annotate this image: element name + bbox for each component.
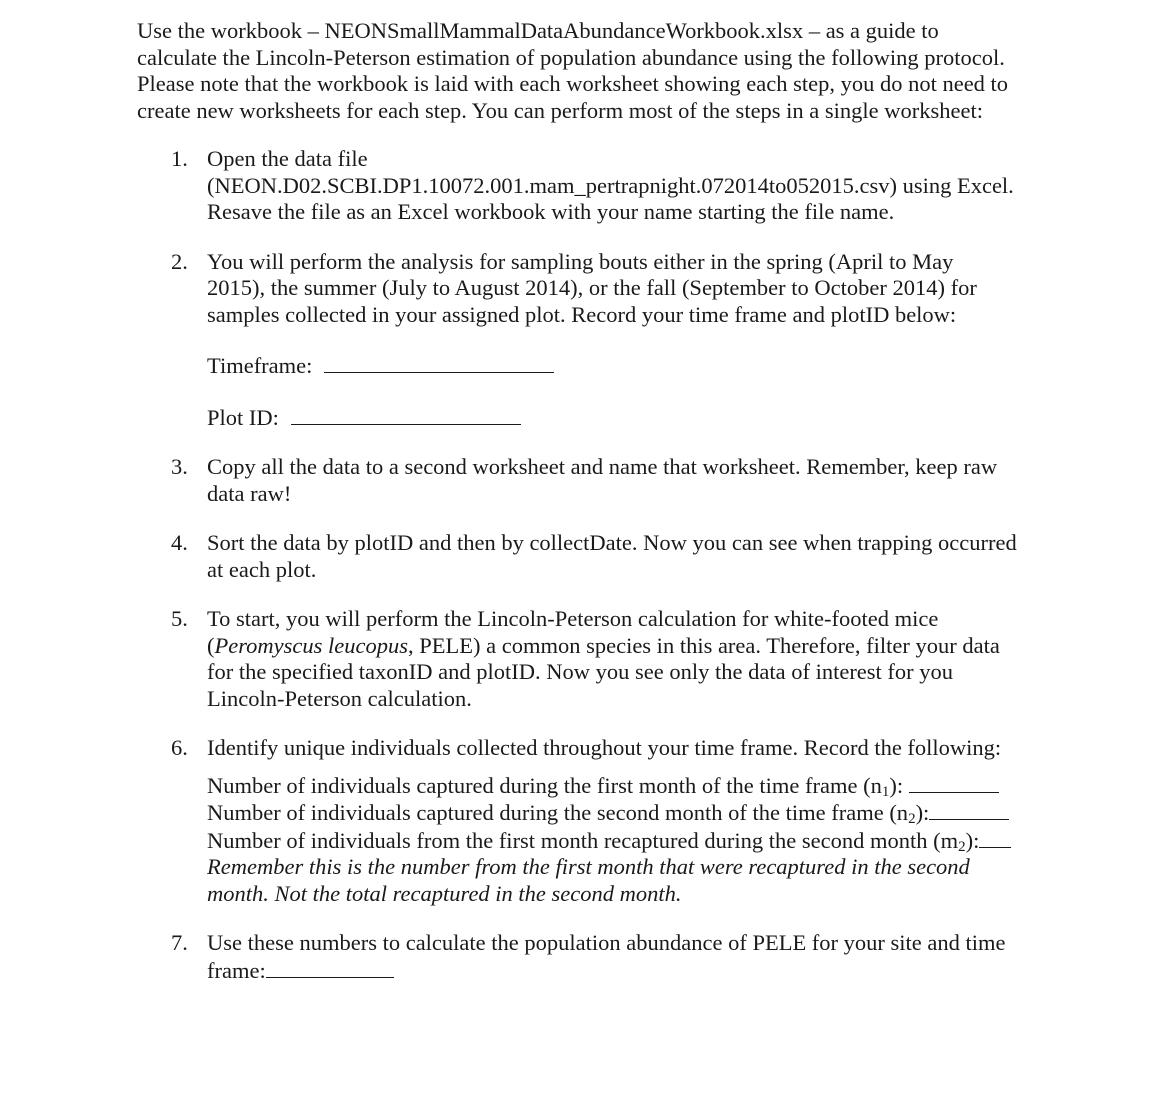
note-line: month. Not the total recaptured in the second month. <box>207 880 682 906</box>
step-text-line: Resave the file as an Excel workbook with your name starting the file name. <box>207 199 895 224</box>
m2-label: Number of individuals from the first month recaptured during the second month (m <box>207 827 959 853</box>
m2-field <box>207 827 1037 855</box>
abundance-blank[interactable] <box>266 957 394 978</box>
n1-subscript: 1 <box>881 783 890 800</box>
record-fields <box>207 772 1037 908</box>
step-4 <box>137 530 1037 583</box>
step-2 <box>137 249 1037 432</box>
step-6 <box>137 735 1037 907</box>
note-line: Remember this is the number from the first month that were recaptured in the second <box>207 854 970 879</box>
intro-line: calculate the Lincoln-Peterson estimation of population abundance using the following protocol. <box>137 44 1005 70</box>
step-number: 2. <box>171 248 188 274</box>
step-text-line: Identify unique individuals collected throughout your time frame. Record the following: <box>207 735 1002 760</box>
step-text-line <box>207 633 1037 660</box>
document-page <box>137 18 1037 1007</box>
step-text-line: Open the data file <box>207 146 368 171</box>
plotid-field <box>207 404 1037 432</box>
n2-field <box>207 799 1037 827</box>
step-text-line: Copy all the data to a second worksheet and name that worksheet. Remember, keep raw <box>207 454 998 479</box>
step-number: 5. <box>171 606 188 631</box>
n1-suffix: ): <box>889 772 904 798</box>
step-text-line: To start, you will perform the Lincoln-Peterson calculation for white-footed mice <box>207 606 939 631</box>
step-number: 7. <box>171 930 188 955</box>
step-text-line: at each plot. <box>207 556 317 582</box>
timeframe-field <box>207 352 1037 380</box>
step-3 <box>137 454 1037 507</box>
step-text-line: for the specified taxonID and plotID. Now you see only the data of interest for you <box>207 659 954 684</box>
step-7 <box>137 930 1037 984</box>
step-number: 4. <box>171 530 188 555</box>
protocol-steps <box>137 146 1037 984</box>
step-text-line: Use these numbers to calculate the population abundance of PELE for your site and time <box>207 930 1006 955</box>
step-number: 6. <box>171 735 188 760</box>
species-name: Peromyscus leucopus <box>214 632 408 658</box>
step-text-line: 2015), the summer (July to August 2014), or the fall (September to October 2014) for <box>207 275 977 300</box>
m2-subscript: 2 <box>958 838 966 855</box>
n2-label: Number of individuals captured during the second month of the time frame (n <box>207 800 909 825</box>
n2-subscript: 2 <box>908 811 916 827</box>
frame-label: frame: <box>207 957 266 983</box>
plotid-label: Plot ID: <box>207 404 279 430</box>
n1-label: Number of individuals captured during the first month of the time frame (n <box>207 772 882 798</box>
n2-suffix: ): <box>915 800 930 825</box>
step-5 <box>137 606 1037 712</box>
timeframe-label: Timeframe: <box>207 353 313 378</box>
frame-field <box>207 957 1037 985</box>
n1-blank[interactable] <box>909 772 999 793</box>
step-number: 3. <box>171 454 188 479</box>
step-1 <box>137 146 1037 226</box>
m2-blank[interactable] <box>979 827 1011 848</box>
step-number: 1. <box>171 146 188 171</box>
step-text-line: You will perform the analysis for sampling bouts either in the spring (April to May <box>207 248 954 274</box>
n2-blank[interactable] <box>929 799 1009 820</box>
timeframe-blank[interactable] <box>324 352 554 373</box>
intro-line: Use the workbook – NEONSmallMammalDataAbundanceWorkbook.xlsx – as a guide to <box>137 18 939 43</box>
step-text-line: data raw! <box>207 480 292 506</box>
species-code-text: , PELE) a common species in this area. Therefore, filter your data <box>408 632 1000 658</box>
step-text-line: (NEON.D02.SCBI.DP1.10072.001.mam_pertrapnight.072014to052015.csv) using Excel. <box>207 172 1014 198</box>
n1-field <box>207 772 1037 800</box>
step-text-line: Sort the data by plotID and then by collectDate. Now you can see when trapping occurred <box>207 530 1017 555</box>
m2-suffix: ): <box>965 827 980 853</box>
intro-line: create new worksheets for each step. You can perform most of the steps in a single worksheet: <box>137 97 984 123</box>
intro-paragraph <box>137 18 1037 124</box>
step-text-line: Lincoln-Peterson calculation. <box>207 685 472 711</box>
step-text-line: samples collected in your assigned plot. Record your time frame and plotID below: <box>207 301 957 327</box>
intro-line: Please note that the workbook is laid with each worksheet showing each step, you do not need to <box>137 71 1009 96</box>
paren-open: ( <box>207 632 215 658</box>
plotid-blank[interactable] <box>291 404 521 425</box>
